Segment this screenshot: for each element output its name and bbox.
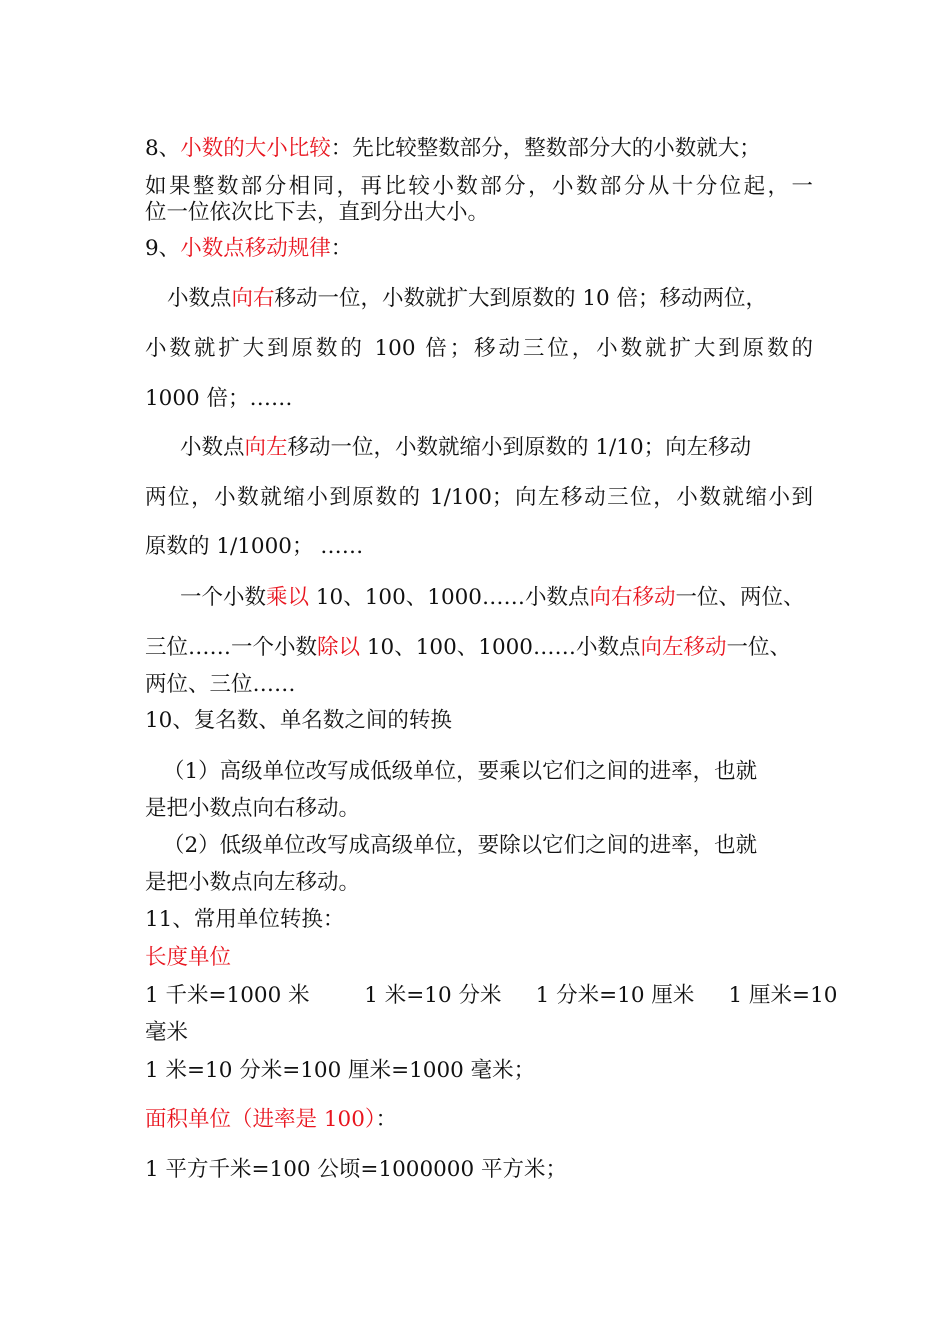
- divide-line-3: 两位、三位……: [145, 672, 296, 697]
- paragraph-text: 三位……一个小数: [145, 635, 318, 660]
- length-unit-line-1: 1 千米=1000 米 1 米=10 分米 1 分米=10 厘米 1 厘米=10: [145, 983, 838, 1008]
- highlight-text: 向右: [231, 286, 275, 311]
- move-right-line-3: 1000 倍；……: [145, 386, 293, 411]
- area-title-colon: ：: [375, 1107, 398, 1132]
- move-left-line-2: 两位，小数就缩小到原数的 1/100；向左移动三位，小数就缩小到: [145, 485, 813, 510]
- move-right-line-2: 小数就扩大到原数的 100 倍；移动三位，小数就扩大到原数的: [145, 336, 813, 361]
- section-8-line-1: [145, 134, 813, 164]
- highlight-text: 乘以: [266, 585, 310, 610]
- conversion-item-2-line-1: （2）低级单位改写成高级单位，要除以它们之间的进率，也就: [163, 833, 758, 858]
- section-10-heading: 10、复名数、单名数之间的转换: [145, 708, 452, 733]
- paragraph-text: 一个小数: [180, 585, 267, 610]
- divide-line-2: [145, 633, 813, 663]
- move-left-line-1: [180, 433, 813, 463]
- move-left-line-3: 原数的 1/1000； ……: [145, 534, 364, 559]
- move-right-line-1: [167, 284, 813, 314]
- area-unit-line-1: 1 平方千米=100 公顷=1000000 平方米；: [145, 1157, 568, 1182]
- conversion-item-1-line-1: （1）高级单位改写成低级单位，要乘以它们之间的进率，也就: [163, 759, 758, 784]
- paragraph-text: 一位、: [726, 635, 792, 660]
- highlight-text: 向右移动: [589, 585, 676, 610]
- paragraph-text: 小数点: [167, 286, 232, 311]
- multiply-line-1: [180, 583, 813, 613]
- length-unit-line-2: 毫米: [145, 1020, 189, 1045]
- section-colon: ：: [330, 236, 353, 261]
- conversion-item-2-line-2: 是把小数点向左移动。: [145, 870, 361, 895]
- paragraph-text: 移动一位，小数就缩小到原数的 1/10；向左移动: [287, 435, 752, 460]
- paragraph-text: 小数点: [180, 435, 245, 460]
- area-unit-title: [145, 1105, 813, 1135]
- paragraph-text: 一位、两位、: [675, 585, 805, 610]
- paragraph-text: 10、100、1000……小数点: [309, 585, 590, 610]
- paragraph-text: ：先比较整数部分，整数部分大的小数就大；: [330, 136, 761, 161]
- section-8-line-3: 位一位依次比下去，直到分出大小。: [145, 200, 490, 225]
- section-number: 9、: [145, 236, 181, 261]
- length-unit-line-3: 1 米=10 分米=100 厘米=1000 毫米；: [145, 1058, 536, 1083]
- section-11-heading: 11、常用单位转换：: [145, 907, 345, 932]
- paragraph-text: 移动一位，小数就扩大到原数的 10 倍；移动两位，: [274, 286, 768, 311]
- section-number: 8、: [145, 136, 181, 161]
- area-title-text: 面积单位（进率是 100）: [145, 1107, 376, 1132]
- highlight-text: 向左移动: [640, 635, 727, 660]
- conversion-item-1-line-2: 是把小数点向右移动。: [145, 796, 361, 821]
- length-unit-title: 长度单位: [145, 945, 232, 970]
- highlight-text: 向左: [244, 435, 288, 460]
- section-8-line-2: 如果整数部分相同，再比较小数部分，小数部分从十分位起，一: [145, 174, 813, 199]
- section-9-heading: [145, 234, 813, 264]
- highlight-text: 除以: [317, 635, 361, 660]
- section-title: 小数的大小比较: [180, 136, 331, 161]
- section-title: 小数点移动规律: [180, 236, 331, 261]
- paragraph-text: 10、100、1000……小数点: [360, 635, 641, 660]
